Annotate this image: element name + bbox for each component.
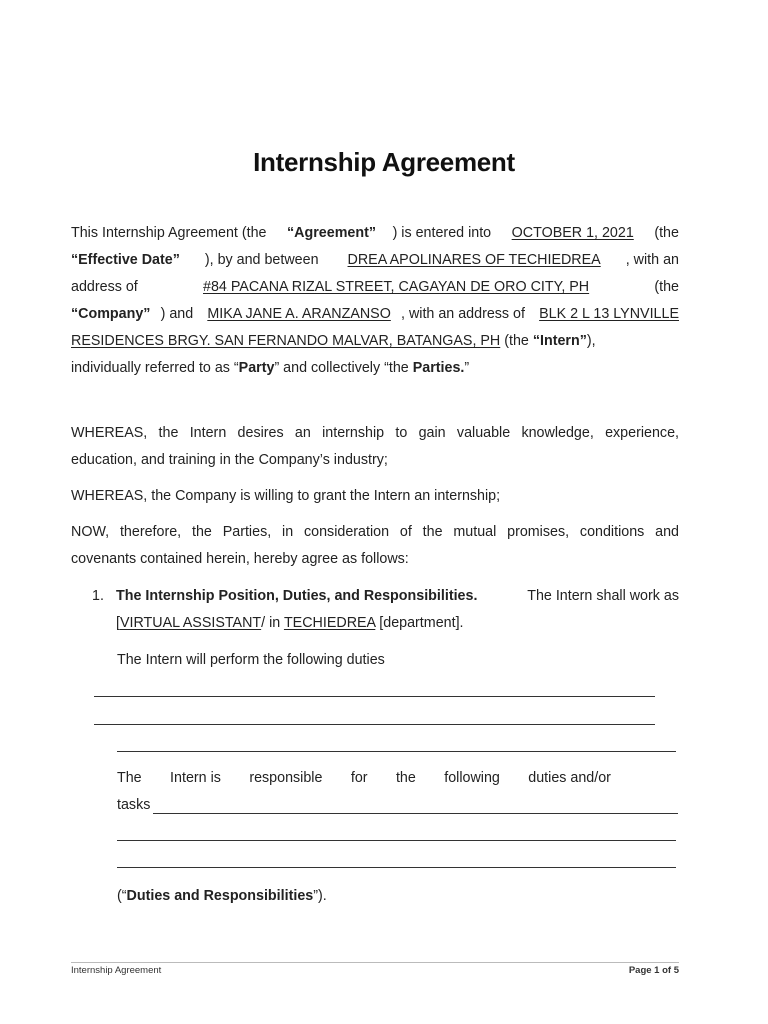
whereas-paragraph-1 bbox=[71, 420, 679, 474]
intro-text: individually referred to as “ bbox=[71, 360, 239, 376]
intern-name-value: MIKA JANE A. ARANZANSO bbox=[207, 306, 391, 322]
intro-text: This Internship Agreement (the bbox=[71, 225, 271, 241]
intro-line-3 bbox=[71, 274, 679, 301]
duties-responsibilities-term: Duties and Responsibilities bbox=[126, 888, 314, 904]
intro-text: ” bbox=[464, 360, 470, 376]
duties-closing bbox=[117, 883, 679, 910]
company-term: “Company” bbox=[71, 306, 151, 322]
party-term: Party bbox=[238, 360, 275, 376]
duties-intro bbox=[117, 647, 679, 674]
intro-text: ) and bbox=[160, 306, 198, 322]
tasks-blank-line-1 bbox=[153, 813, 678, 814]
intro-text: (the bbox=[650, 225, 679, 241]
whereas-1-line-2: education, and training in the Company’s industry; bbox=[71, 452, 388, 468]
company-address-value: #84 PACANA RIZAL STREET, CAGAYAN DE ORO CITY, PH bbox=[203, 279, 590, 295]
section-1-text: The Intern shall work as bbox=[523, 588, 679, 604]
responsibilities-line-1 bbox=[117, 765, 611, 792]
responsibilities-intro bbox=[117, 765, 611, 792]
closing-text: ”). bbox=[313, 888, 327, 904]
department-value: TECHIEDREA bbox=[283, 615, 376, 631]
position-bracket: [ bbox=[116, 615, 120, 631]
intro-text: address of bbox=[71, 279, 142, 295]
resp-word: for bbox=[350, 770, 368, 786]
duties-blank-line-1 bbox=[94, 696, 655, 697]
whereas-paragraph-2 bbox=[71, 483, 679, 510]
intern-address-value-cont: RESIDENCES BRGY. SAN FERNANDO MALVAR, BATANGAS, PH bbox=[71, 333, 501, 349]
now-therefore-line-1: NOW, therefore, the Parties, in consideration of the mutual promises, conditions and bbox=[71, 524, 679, 540]
intro-text: ), bbox=[586, 333, 596, 349]
intro-text: (the bbox=[650, 279, 679, 295]
resp-word: the bbox=[395, 770, 416, 786]
intro-text: , with an address of bbox=[401, 306, 529, 322]
whereas-1-line-1 bbox=[71, 420, 679, 447]
footer-document-name: Internship Agreement bbox=[71, 965, 162, 976]
intern-address-value: BLK 2 L 13 LYNVILLE bbox=[539, 306, 679, 322]
resp-word: Intern is bbox=[170, 770, 221, 786]
section-1-body bbox=[116, 583, 679, 637]
intro-paragraph bbox=[71, 220, 679, 382]
footer-page-number: Page 1 of 5 bbox=[628, 965, 679, 976]
intro-line-2 bbox=[71, 247, 679, 274]
tasks-line bbox=[117, 792, 679, 819]
duties-blank-line-3 bbox=[117, 751, 676, 752]
tasks-label: tasks bbox=[117, 797, 151, 813]
intro-line-6 bbox=[71, 355, 679, 382]
whereas-1-text: WHEREAS, the Intern desires an internship to gain valuable knowledge, experience, bbox=[71, 425, 679, 441]
whereas-2-text: WHEREAS, the Company is willing to grant the Intern an internship; bbox=[71, 488, 501, 504]
intro-text: , with an bbox=[625, 252, 679, 268]
now-therefore-paragraph bbox=[71, 519, 679, 573]
intro-line-5 bbox=[71, 328, 679, 355]
now-therefore-line-2: covenants contained herein, hereby agree as follows: bbox=[71, 551, 409, 567]
page-title: Internship Agreement bbox=[253, 147, 515, 177]
intro-text: ) is entered into bbox=[392, 225, 496, 241]
intro-line-4 bbox=[71, 301, 679, 328]
effective-date-value: OCTOBER 1, 2021 bbox=[511, 225, 634, 241]
intro-text: ), by and between bbox=[204, 252, 323, 268]
section-1-heading: The Internship Position, Duties, and Responsibilities. bbox=[116, 588, 478, 604]
intern-term: “Intern” bbox=[532, 333, 587, 349]
position-value: VIRTUAL ASSISTANT bbox=[119, 615, 262, 631]
intro-text: (the bbox=[500, 333, 533, 349]
intro-line-1 bbox=[71, 220, 679, 247]
parties-term: Parties. bbox=[412, 360, 465, 376]
section-1-text: / in bbox=[261, 615, 284, 631]
tasks-blank-line-2 bbox=[117, 840, 676, 841]
effective-date-term: “Effective Date” bbox=[71, 252, 180, 268]
closing-text: (“ bbox=[117, 888, 127, 904]
section-1-line-1 bbox=[116, 583, 679, 610]
resp-word: following bbox=[444, 770, 500, 786]
resp-word: duties and/or bbox=[528, 770, 611, 786]
duties-closing-line bbox=[117, 883, 679, 910]
resp-word: responsible bbox=[249, 770, 323, 786]
intro-text: ” and collectively “the bbox=[274, 360, 413, 376]
company-name-value: DREA APOLINARES OF TECHIEDREA bbox=[347, 252, 601, 268]
agreement-term: “Agreement” bbox=[287, 225, 377, 241]
duties-intro-text: The Intern will perform the following duties bbox=[117, 652, 385, 668]
section-1-number: 1. bbox=[92, 588, 104, 604]
footer-divider bbox=[71, 962, 679, 963]
duties-blank-line-2 bbox=[94, 724, 655, 725]
tasks-blank-line-3 bbox=[117, 867, 676, 868]
resp-word: The bbox=[117, 770, 142, 786]
section-1-line-2 bbox=[116, 610, 679, 637]
section-1-text: [department]. bbox=[375, 615, 464, 631]
